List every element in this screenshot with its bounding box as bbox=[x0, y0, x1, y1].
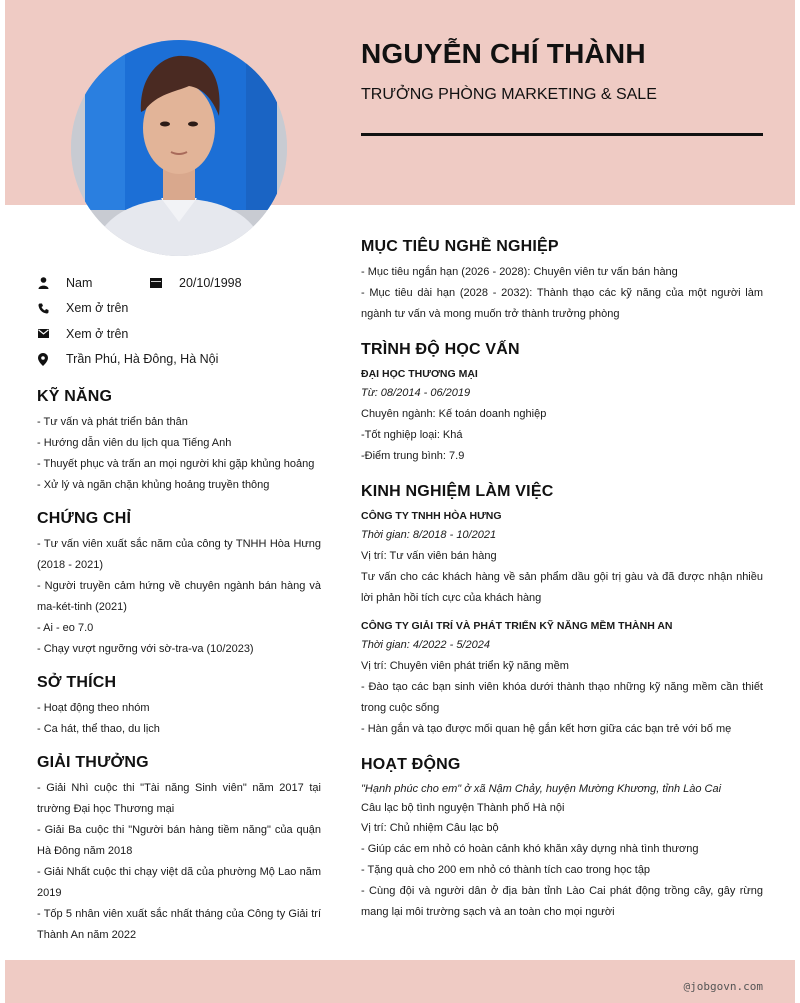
list-item: - Cùng đội và người dân ở địa bàn tỉnh Lào Cai phát động trồng cây, gây rừng mang lại môi trường sạch và an toàn cho mọi người bbox=[361, 885, 763, 918]
email-text: Xem ở trên bbox=[66, 326, 129, 341]
list-item: - Chạy vượt ngưỡng với sờ-tra-va (10/2023) bbox=[37, 643, 254, 655]
company-name: CÔNG TY TNHH HÒA HƯNG bbox=[361, 510, 502, 522]
list-item: -Điểm trung bình: 7.9 bbox=[361, 450, 465, 462]
objective-heading: MỤC TIÊU NGHỀ NGHIỆP bbox=[361, 238, 559, 255]
list-item: - Người truyền cảm hứng về chuyên ngành bán hàng và ma-két-tinh (2021) bbox=[37, 580, 321, 613]
list-item: - Ai - eo 7.0 bbox=[37, 622, 94, 634]
list-item: -Tốt nghiệp loại: Khá bbox=[361, 429, 463, 441]
list-item: - Giải Nhì cuộc thi "Tài năng Sinh viên" năm 2017 tại trường Đại học Thương mại bbox=[37, 782, 321, 815]
job-period: Thời gian: 4/2022 - 5/2024 bbox=[361, 639, 490, 651]
hobbies-heading: SỞ THÍCH bbox=[37, 674, 117, 691]
job-period: Thời gian: 8/2018 - 10/2021 bbox=[361, 529, 497, 541]
info-row-address bbox=[37, 347, 321, 373]
right-column bbox=[361, 238, 763, 923]
list-item: - Ca hát, thể thao, du lịch bbox=[37, 723, 160, 735]
school-name: ĐẠI HỌC THƯƠNG MẠI bbox=[361, 368, 478, 380]
phone-icon bbox=[37, 302, 49, 314]
site-watermark: @jobgovn.com bbox=[683, 980, 763, 993]
experience-block bbox=[361, 507, 763, 740]
list-item: Chuyên ngành: Kế toán doanh nghiệp bbox=[361, 408, 547, 420]
info-row-gender-dob bbox=[37, 270, 321, 296]
list-item: Vị trí: Chuyên viên phát triển kỹ năng mềm bbox=[361, 660, 569, 672]
education-block bbox=[361, 365, 763, 467]
list-item: - Giải Ba cuộc thi "Người bán hàng tiềm năng" của quận Hà Đông năm 2018 bbox=[37, 824, 321, 857]
awards-heading: GIẢI THƯỞNG bbox=[37, 754, 149, 771]
list-item: - Hướng dẫn viên du lịch qua Tiếng Anh bbox=[37, 437, 232, 449]
list-item: Vị trí: Tư vấn viên bán hàng bbox=[361, 550, 497, 562]
left-column bbox=[37, 270, 321, 946]
candidate-title: TRƯỞNG PHÒNG MARKETING & SALE bbox=[361, 86, 657, 103]
list-item: - Mục tiêu dài hạn (2028 - 2032): Thành thạo các kỹ năng của một người làm ngành tư vấn và mong muốn trở thành trưởng phòng bbox=[361, 287, 763, 320]
list-item: - Hoạt động theo nhóm bbox=[37, 702, 150, 714]
portrait-image bbox=[71, 40, 287, 256]
list-item: Vị trí: Chủ nhiệm Câu lạc bộ bbox=[361, 822, 499, 834]
certificates-heading: CHỨNG CHỈ bbox=[37, 510, 132, 527]
phone-text: Xem ở trên bbox=[66, 301, 129, 316]
awards-list bbox=[37, 778, 321, 946]
objective-list bbox=[361, 262, 763, 325]
profile-photo bbox=[71, 40, 287, 256]
info-row-phone bbox=[37, 296, 321, 322]
activity-event: "Hạnh phúc cho em" ở xã Nậm Chảy, huyện Mường Khương, tỉnh Lào Cai bbox=[361, 783, 722, 795]
list-item: - Tư vấn viên xuất sắc năm của công ty TNHH Hòa Hưng (2018 - 2021) bbox=[37, 538, 321, 571]
experience-heading: KINH NGHIỆM LÀM VIỆC bbox=[361, 483, 554, 500]
skills-list bbox=[37, 412, 321, 496]
address-text: Trần Phú, Hà Đông, Hà Nội bbox=[66, 352, 219, 367]
info-row-email bbox=[37, 321, 321, 347]
gender-text: Nam bbox=[66, 275, 93, 290]
list-item: - Đào tạo các bạn sinh viên khóa dưới thành thạo những kỹ năng mềm cần thiết trong cuộc sống bbox=[361, 681, 763, 714]
mail-icon bbox=[37, 328, 49, 340]
list-item: - Giúp các em nhỏ có hoàn cảnh khó khăn xây dựng nhà tình thương bbox=[361, 843, 699, 855]
activities-block bbox=[361, 780, 763, 923]
list-item: - Giải Nhất cuộc thi chạy việt dã của phường Mộ Lao năm 2019 bbox=[37, 866, 321, 899]
footer-band bbox=[5, 960, 795, 1003]
activities-heading: HOẠT ĐỘNG bbox=[361, 756, 461, 773]
person-icon bbox=[37, 277, 49, 289]
title-divider bbox=[361, 133, 763, 136]
list-item: - Xử lý và ngăn chặn khủng hoảng truyền thông bbox=[37, 479, 270, 491]
list-item: - Tặng quà cho 200 em nhỏ có thành tích cao trong học tập bbox=[361, 864, 651, 876]
education-heading: TRÌNH ĐỘ HỌC VẤN bbox=[361, 341, 520, 358]
candidate-name: NGUYỄN CHÍ THÀNH bbox=[361, 38, 646, 69]
list-item: - Hàn gắn và tạo được mối quan hệ gắn kết hơn giữa các bạn trẻ với bố mẹ bbox=[361, 723, 732, 735]
hobbies-list bbox=[37, 698, 321, 740]
education-period: Từ: 08/2014 - 06/2019 bbox=[361, 387, 471, 399]
certificates-list bbox=[37, 534, 321, 660]
list-item: Câu lạc bộ tình nguyện Thành phố Hà nội bbox=[361, 802, 565, 814]
company-name: CÔNG TY GIẢI TRÍ VÀ PHÁT TRIỂN KỸ NĂNG MỀM THÀNH AN bbox=[361, 620, 673, 632]
list-item: - Tư vấn và phát triển bản thân bbox=[37, 416, 188, 428]
list-item: - Tốp 5 nhân viên xuất sắc nhất tháng của Công ty Giải trí Thành An năm 2022 bbox=[37, 908, 321, 941]
skills-heading: KỸ NĂNG bbox=[37, 388, 113, 405]
list-item: - Thuyết phục và trấn an mọi người khi gặp khủng hoảng bbox=[37, 458, 315, 470]
location-pin-icon bbox=[37, 353, 49, 365]
list-item: Tư vấn cho các khách hàng về sản phẩm dầu gội trị gàu và đã được nhận nhiều lời phản hồi tích cực của khách hàng bbox=[361, 571, 763, 604]
list-item: - Mục tiêu ngắn hạn (2026 - 2028): Chuyên viên tư vấn bán hàng bbox=[361, 266, 678, 278]
dob-text: 20/10/1998 bbox=[179, 275, 242, 290]
calendar-icon bbox=[150, 277, 162, 289]
